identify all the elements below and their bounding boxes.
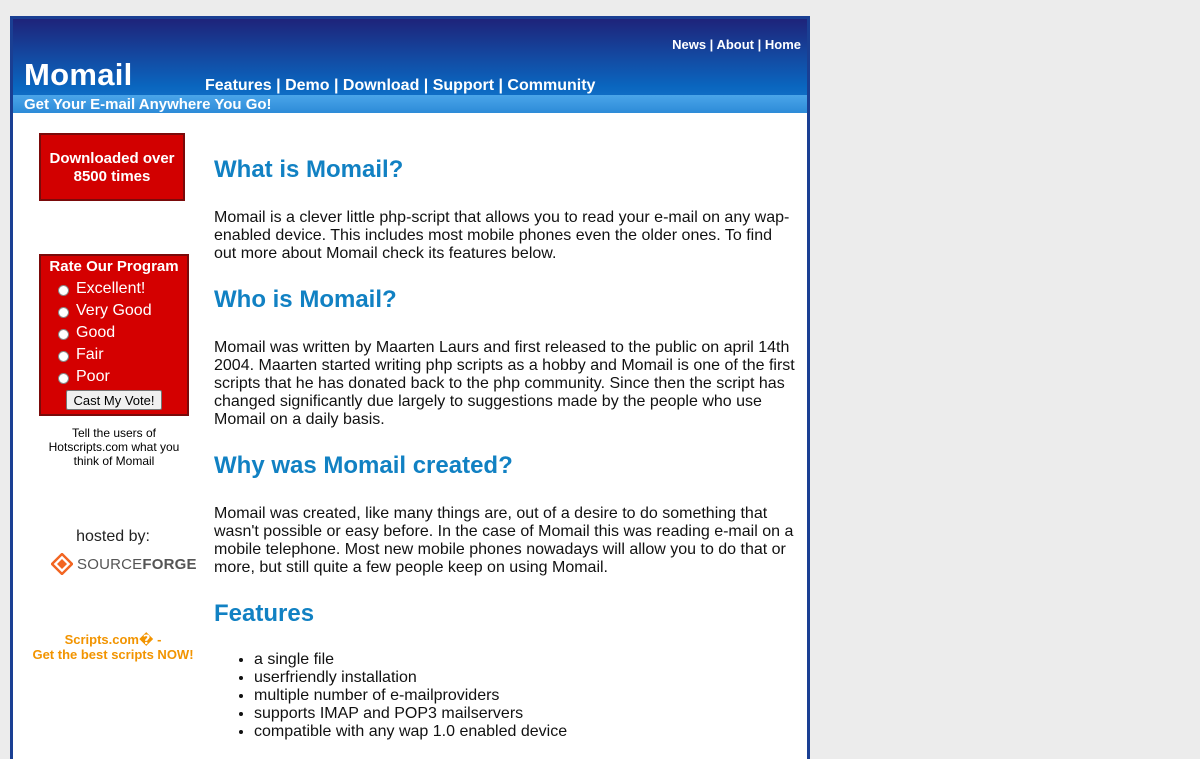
section-body-why: Momail was created, like many things are, out of a desire to do something that wasn't possible or easy before. In the case of Momail this was reading e-mail on a mobile telephone. Most new mobile phones nowadays will allow you to do that or more, but still quite a few people keep on using Momail. xyxy=(214,505,794,576)
radio-button[interactable] xyxy=(58,373,69,384)
rate-option-label: Excellent! xyxy=(76,280,146,297)
sidebar xyxy=(13,113,213,753)
page-container xyxy=(10,16,810,759)
rate-option-fair[interactable] xyxy=(41,344,187,366)
sourceforge-diamond-icon xyxy=(51,553,73,575)
nav-support[interactable]: Support xyxy=(432,77,495,94)
feature-item: • userfriendly installation xyxy=(254,669,567,687)
nav-separator: | xyxy=(419,77,433,94)
main-nav xyxy=(205,77,595,95)
section-heading-what: What is Momail? xyxy=(214,156,404,183)
features-list xyxy=(214,651,567,741)
top-links xyxy=(672,37,801,52)
scripts-ad-line2: Get the best scripts NOW! xyxy=(32,647,194,662)
rate-option-label: Good xyxy=(76,324,116,341)
section-body-what: Momail is a clever little php-script that allows you to read your e-mail on any wap-enabled device. This includes most mobile phones even the older ones. To find out more about Momail check its features below. xyxy=(214,209,790,262)
rate-program-form xyxy=(39,254,189,416)
nav-features[interactable]: Features xyxy=(205,77,272,94)
nav-download[interactable]: Download xyxy=(342,77,420,94)
section-heading-why: Why was Momail created? xyxy=(214,452,513,479)
site-header xyxy=(13,19,807,113)
radio-button[interactable] xyxy=(58,329,69,340)
radio-button[interactable] xyxy=(58,285,69,296)
top-link-separator: | xyxy=(754,37,765,52)
nav-separator: | xyxy=(271,77,286,94)
hosted-by-label: hosted by: xyxy=(76,528,150,545)
nav-separator: | xyxy=(329,77,343,94)
section-heading-who: Who is Momail? xyxy=(214,286,397,313)
top-link-news[interactable]: News xyxy=(672,37,707,52)
nav-separator: | xyxy=(494,77,508,94)
radio-button[interactable] xyxy=(58,351,69,362)
sourceforge-part1: SOURCE xyxy=(77,555,143,573)
tagline: Get Your E-mail Anywhere You Go! xyxy=(24,96,272,113)
rate-option-label: Poor xyxy=(76,368,110,385)
feature-item: • a single file xyxy=(254,651,567,669)
section-body-who: Momail was written by Maarten Laurs and first released to the public on april 14th 2004. Maarten started writing php scripts as a hobby and Momail is one of the first scripts that he has donated back to the php community. Since then the script has changed significantly due largely to suggestions made by the people who use Momail on a daily basis. xyxy=(214,339,795,428)
rate-option-very-good[interactable] xyxy=(41,300,187,322)
sourceforge-wordmark xyxy=(77,556,197,573)
feature-item: • multiple number of e-mailproviders xyxy=(254,687,567,705)
feature-item: • supports IMAP and POP3 mailservers xyxy=(254,705,567,723)
rate-option-good[interactable] xyxy=(41,322,187,344)
nav-community[interactable]: Community xyxy=(507,77,596,94)
rate-option-excellent[interactable] xyxy=(41,278,187,300)
download-count-box: Downloaded over 8500 times xyxy=(39,133,185,201)
site-title: Momail xyxy=(24,57,133,92)
hotscripts-note[interactable]: Tell the users of Hotscripts.com what you think of Momail xyxy=(48,426,180,468)
rate-option-label: Very Good xyxy=(76,302,152,319)
top-link-about[interactable]: About xyxy=(716,37,754,52)
radio-button[interactable] xyxy=(58,307,69,318)
section-heading-features: Features xyxy=(214,600,315,627)
sourceforge-logo[interactable] xyxy=(51,552,197,576)
sourceforge-part2: FORGE xyxy=(142,555,197,573)
cast-vote-button[interactable]: Cast My Vote! xyxy=(66,390,162,410)
top-link-separator: | xyxy=(706,37,717,52)
feature-item: • compatible with any wap 1.0 enabled device xyxy=(254,723,567,741)
scripts-com-ad[interactable] xyxy=(13,632,213,662)
rate-title: Rate Our Program xyxy=(49,258,179,275)
rate-option-label: Fair xyxy=(76,346,104,363)
top-link-home[interactable]: Home xyxy=(764,37,801,52)
nav-demo[interactable]: Demo xyxy=(285,77,330,94)
rate-option-poor[interactable] xyxy=(41,366,187,388)
scripts-ad-line1: Scripts.com� - xyxy=(64,632,162,647)
